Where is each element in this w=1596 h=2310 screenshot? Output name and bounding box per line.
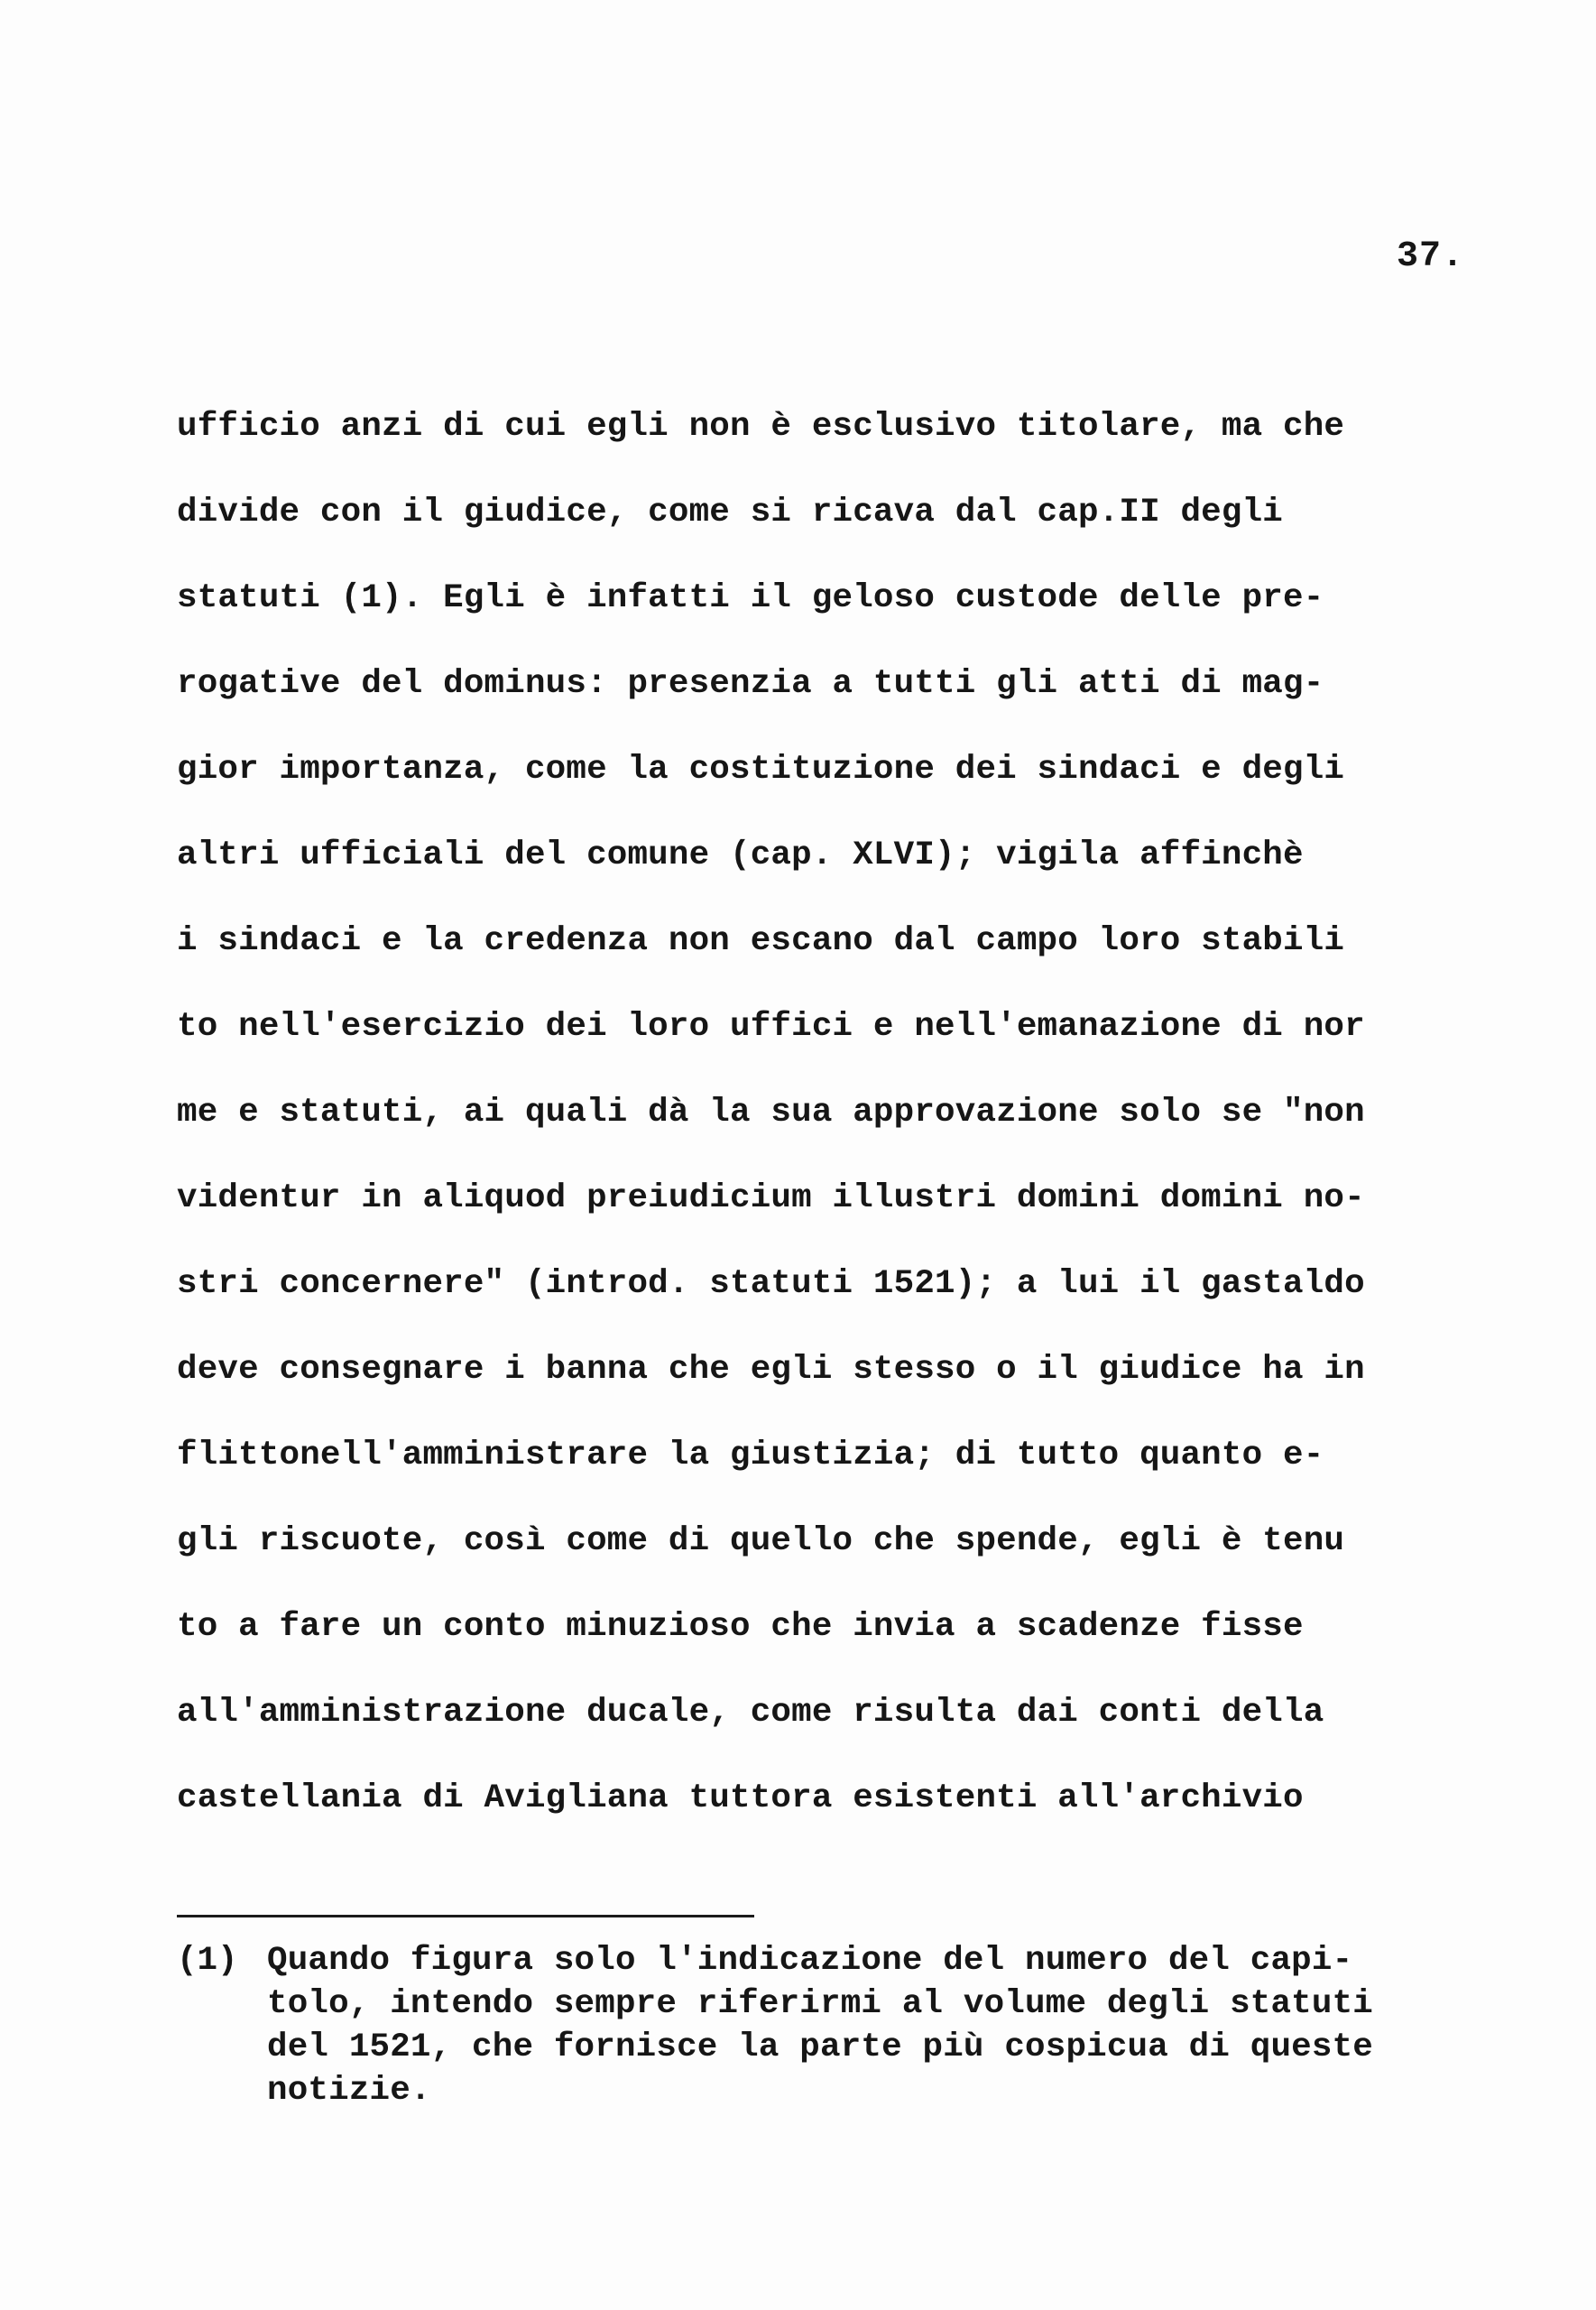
body-line: flittonell'amministrare la giustizia; di tutto quanto e-	[177, 1437, 1324, 1474]
footnote-divider	[177, 1915, 754, 1917]
body-line: to a fare un conto minuzioso che invia a scadenze fisse	[177, 1608, 1304, 1646]
body-line: to nell'esercizio dei loro uffici e nell'emanazione di nor	[177, 1008, 1365, 1046]
page-number: 37.	[1396, 236, 1464, 277]
footnote-line: del 1521, che fornisce la parte più cospicua di queste	[267, 2028, 1373, 2066]
body-line: gli riscuote, così come di quello che spende, egli è tenu	[177, 1522, 1345, 1560]
body-line: me e statuti, ai quali dà la sua approvazione solo se "non	[177, 1094, 1365, 1132]
body-line: gior importanza, come la costituzione dei sindaci e degli	[177, 751, 1345, 789]
body-line: altri ufficiali del comune (cap. XLVI); vigila affinchè	[177, 836, 1304, 874]
body-line: stri concernere" (introd. statuti 1521); a lui il gastaldo	[177, 1265, 1365, 1303]
body-line: rogative del dominus: presenzia a tutti gli atti di mag-	[177, 665, 1324, 703]
footnote-text	[267, 1942, 1373, 2115]
footnote-line: Quando figura solo l'indicazione del numero del capi-	[267, 1942, 1353, 1980]
footnote-line: tolo, intendo sempre riferirmi al volume degli statuti	[267, 1985, 1373, 2023]
body-line: ufficio anzi di cui egli non è esclusivo titolare, ma che	[177, 408, 1345, 446]
body-line: statuti (1). Egli è infatti il geloso custode delle pre-	[177, 579, 1324, 617]
body-line: divide con il giudice, come si ricava dal cap.II degli	[177, 494, 1283, 531]
body-line: castellania di Avigliana tuttora esistenti all'archivio	[177, 1779, 1304, 1817]
body-line: all'amministrazione ducale, come risulta dai conti della	[177, 1694, 1324, 1732]
footnote-line: notizie.	[267, 2072, 431, 2110]
body-text	[177, 408, 1467, 1865]
footnote-marker: (1)	[177, 1942, 238, 1980]
body-line: i sindaci e la credenza non escano dal campo loro stabili	[177, 922, 1345, 960]
body-line: deve consegnare i banna che egli stesso o il giudice ha in	[177, 1351, 1365, 1389]
body-line: videntur in aliquod preiudicium illustri domini domini no-	[177, 1179, 1365, 1217]
